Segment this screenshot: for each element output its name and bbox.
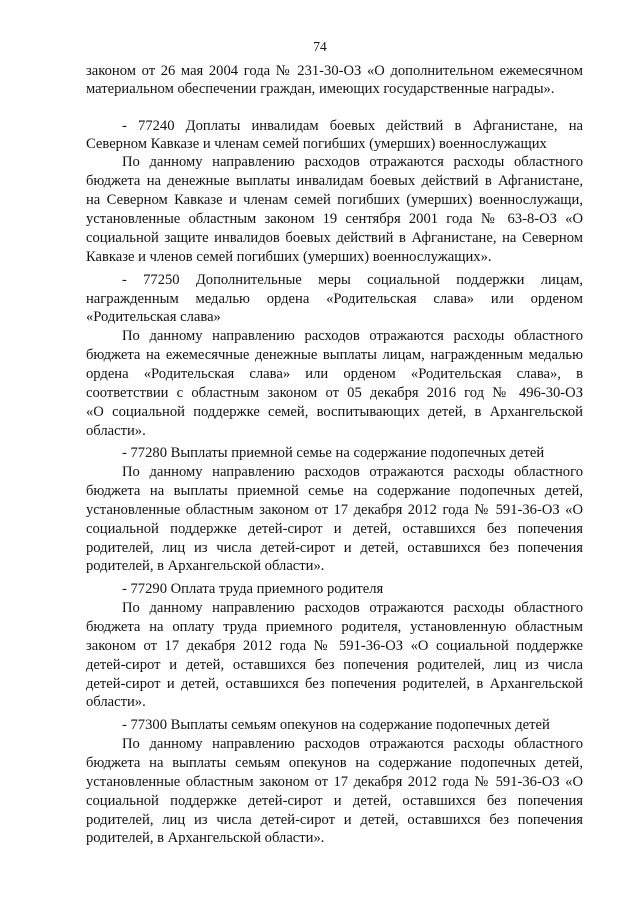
text-line: бюджета на оплату труда приемного родителя, установленную областным [86,619,583,635]
text-line: установленные областным законом 19 сентября 2001 года № 63-8-ОЗ «О [86,211,583,227]
page-number: 74 [313,39,327,54]
text-line: «Родительская слава» [86,309,221,325]
text-line: области». [86,423,146,439]
text-line: бюджета на ежемесячные денежные выплаты лицам, награжденным медалью [86,347,583,363]
text-line: области». [86,694,146,710]
text-line: установленные областным законом от 17 декабря 2012 года № 591-36-ОЗ «О [86,502,583,518]
text-line: Северном Кавказе и членам семей погибших (умерших) военнослужащих [86,136,547,152]
text-line: социальной поддержке детей-сирот и детей, оставшихся без попечения [86,793,583,809]
text-line: бюджета на денежные выплаты инвалидам боевых действий в Афганистане, [86,173,583,189]
text-line: - 77240 Доплаты инвалидам боевых действий в Афганистане, на [122,118,583,134]
text-line: бюджета на выплаты приемной семье на содержание подопечных детей, [86,483,583,499]
text-line: - 77250 Дополнительные меры социальной поддержки лицам, [122,272,583,288]
text-line: По данному направлению расходов отражаются расходы областного [122,328,583,344]
text-line: - 77300 Выплаты семьям опекунов на содержание подопечных детей [122,717,550,733]
text-line: детей-сирот и детей, оставшихся без попечения родителей, лиц из числа [86,657,583,673]
text-line: «О социальной поддержке семей, воспитывающих детей, в Архангельской [86,404,583,420]
text-line: материальном обеспечении граждан, имеющих государственные награды». [86,81,555,97]
text-line: бюджета на выплаты семьям опекунов на содержание подопечных детей, [86,755,583,771]
text-line: По данному направлению расходов отражаются расходы областного [122,464,583,480]
text-line: По данному направлению расходов отражаются расходы областного [122,154,583,170]
text-line: По данному направлению расходов отражаются расходы областного [122,600,583,616]
text-line: установленные областным законом от 17 декабря 2012 года № 591-36-ОЗ «О [86,774,583,790]
text-line: родителей, в Архангельской области». [86,830,325,846]
text-line: награжденным медалью ордена «Родительская слава» или орденом [86,291,583,307]
text-line: соответствии с областным законом от 05 декабря 2016 год № 496-30-ОЗ [86,385,583,401]
text-line: на Северном Кавказе и членам семей погибших (умерших) военнослужащи, [86,192,583,208]
text-line: законом от 26 мая 2004 года № 231-30-ОЗ «О дополнительном ежемесячном [86,63,583,79]
text-line: родителей, лиц из числа детей-сирот и детей, оставшихся без попечения [86,540,583,556]
text-line: По данному направлению расходов отражаются расходы областного [122,736,583,752]
text-line: родителей, в Архангельской области». [86,558,325,574]
text-line: социальной защите инвалидов боевых действий в Афганистане, на Северном [86,230,583,246]
text-line: Кавказе и членов семей погибших (умерших) военнослужащих». [86,249,492,265]
text-line: законом от 17 декабря 2012 года № 591-36-ОЗ «О социальной поддержке [86,638,583,654]
text-line: - 77280 Выплаты приемной семье на содержание подопечных детей [122,445,545,461]
text-line: ордена «Родительская слава» или орденом «Родительская слава», в [86,366,583,382]
text-line: - 77290 Оплата труда приемного родителя [122,581,384,597]
text-line: родителей, лиц из числа детей-сирот и детей, оставшихся без попечения [86,812,583,828]
text-line: детей-сирот и детей, оставшихся без попечения родителей, в Архангельской [86,676,583,692]
text-line: социальной поддержке детей-сирот и детей, оставшихся без попечения [86,521,583,537]
